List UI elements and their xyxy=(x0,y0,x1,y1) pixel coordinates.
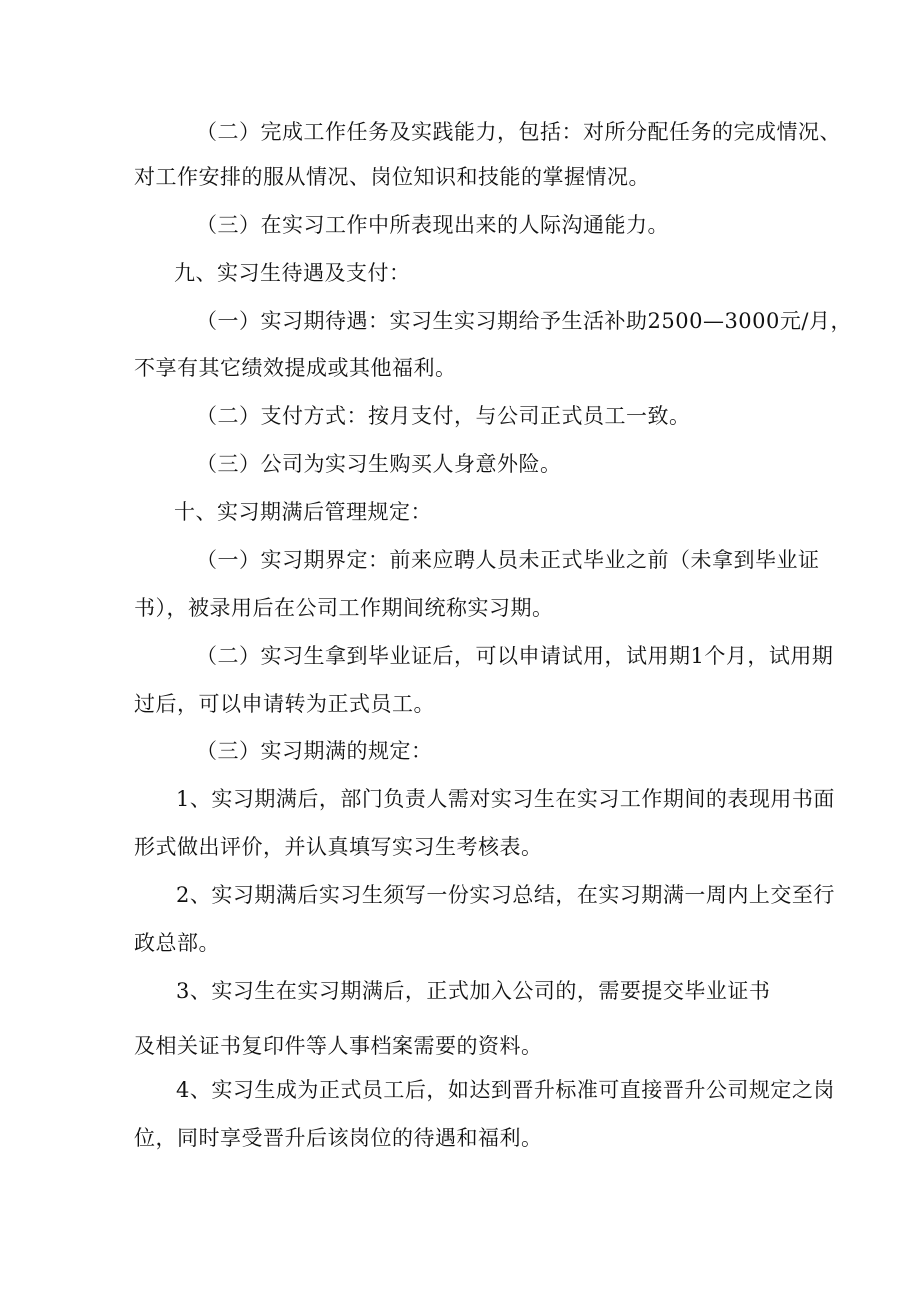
paragraph-line: （三）实习期满的规定： xyxy=(196,739,433,763)
paragraph-line: 位，同时享受晋升后该岗位的待遇和福利。 xyxy=(134,1126,543,1150)
paragraph-line: （三）在实习工作中所表现出来的人际沟通能力。 xyxy=(196,213,669,237)
paragraph-line: （一）实习期待遇：实习生实习期给予生活补助2500—3000元/月， xyxy=(196,309,852,333)
paragraph-line: （一）实习期界定：前来应聘人员未正式毕业之前（未拿到毕业证 xyxy=(196,548,820,572)
paragraph-line: 过后，可以申请转为正式员工。 xyxy=(134,692,435,716)
paragraph-line: 及相关证书复印件等人事档案需要的资料。 xyxy=(134,1034,543,1058)
paragraph-line: 1、实习期满后，部门负责人需对实习生在实习工作期间的表现用书面 xyxy=(176,787,835,811)
paragraph-line: 4、实习生成为正式员工后，如达到晋升标准可直接晋升公司规定之岗 xyxy=(176,1078,835,1102)
paragraph-line: （三）公司为实习生购买人身意外险。 xyxy=(196,452,562,476)
paragraph-line: 政总部。 xyxy=(134,931,220,955)
paragraph-line: 3、实习生在实习期满后，正式加入公司的，需要提交毕业证书 xyxy=(176,979,771,1003)
paragraph-line: （二）支付方式：按月支付，与公司正式员工一致。 xyxy=(196,404,691,428)
paragraph-line: 形式做出评价，并认真填写实习生考核表。 xyxy=(134,835,543,859)
section-heading: 十、实习期满后管理规定： xyxy=(174,500,432,524)
paragraph-line: （二）完成工作任务及实践能力，包括：对所分配任务的完成情况、 xyxy=(196,120,841,144)
paragraph-line: 不享有其它绩效提成或其他福利。 xyxy=(134,356,457,380)
paragraph-line: 对工作安排的服从情况、岗位知识和技能的掌握情况。 xyxy=(134,165,650,189)
section-heading: 九、实习生待遇及支付： xyxy=(174,261,411,285)
paragraph-line: （二）实习生拿到毕业证后，可以申请试用，试用期1个月，试用期 xyxy=(196,644,834,668)
paragraph-line: 2、实习期满后实习生须写一份实习总结，在实习期满一周内上交至行 xyxy=(176,883,835,907)
paragraph-line: 书），被录用后在公司工作期间统称实习期。 xyxy=(134,596,554,620)
